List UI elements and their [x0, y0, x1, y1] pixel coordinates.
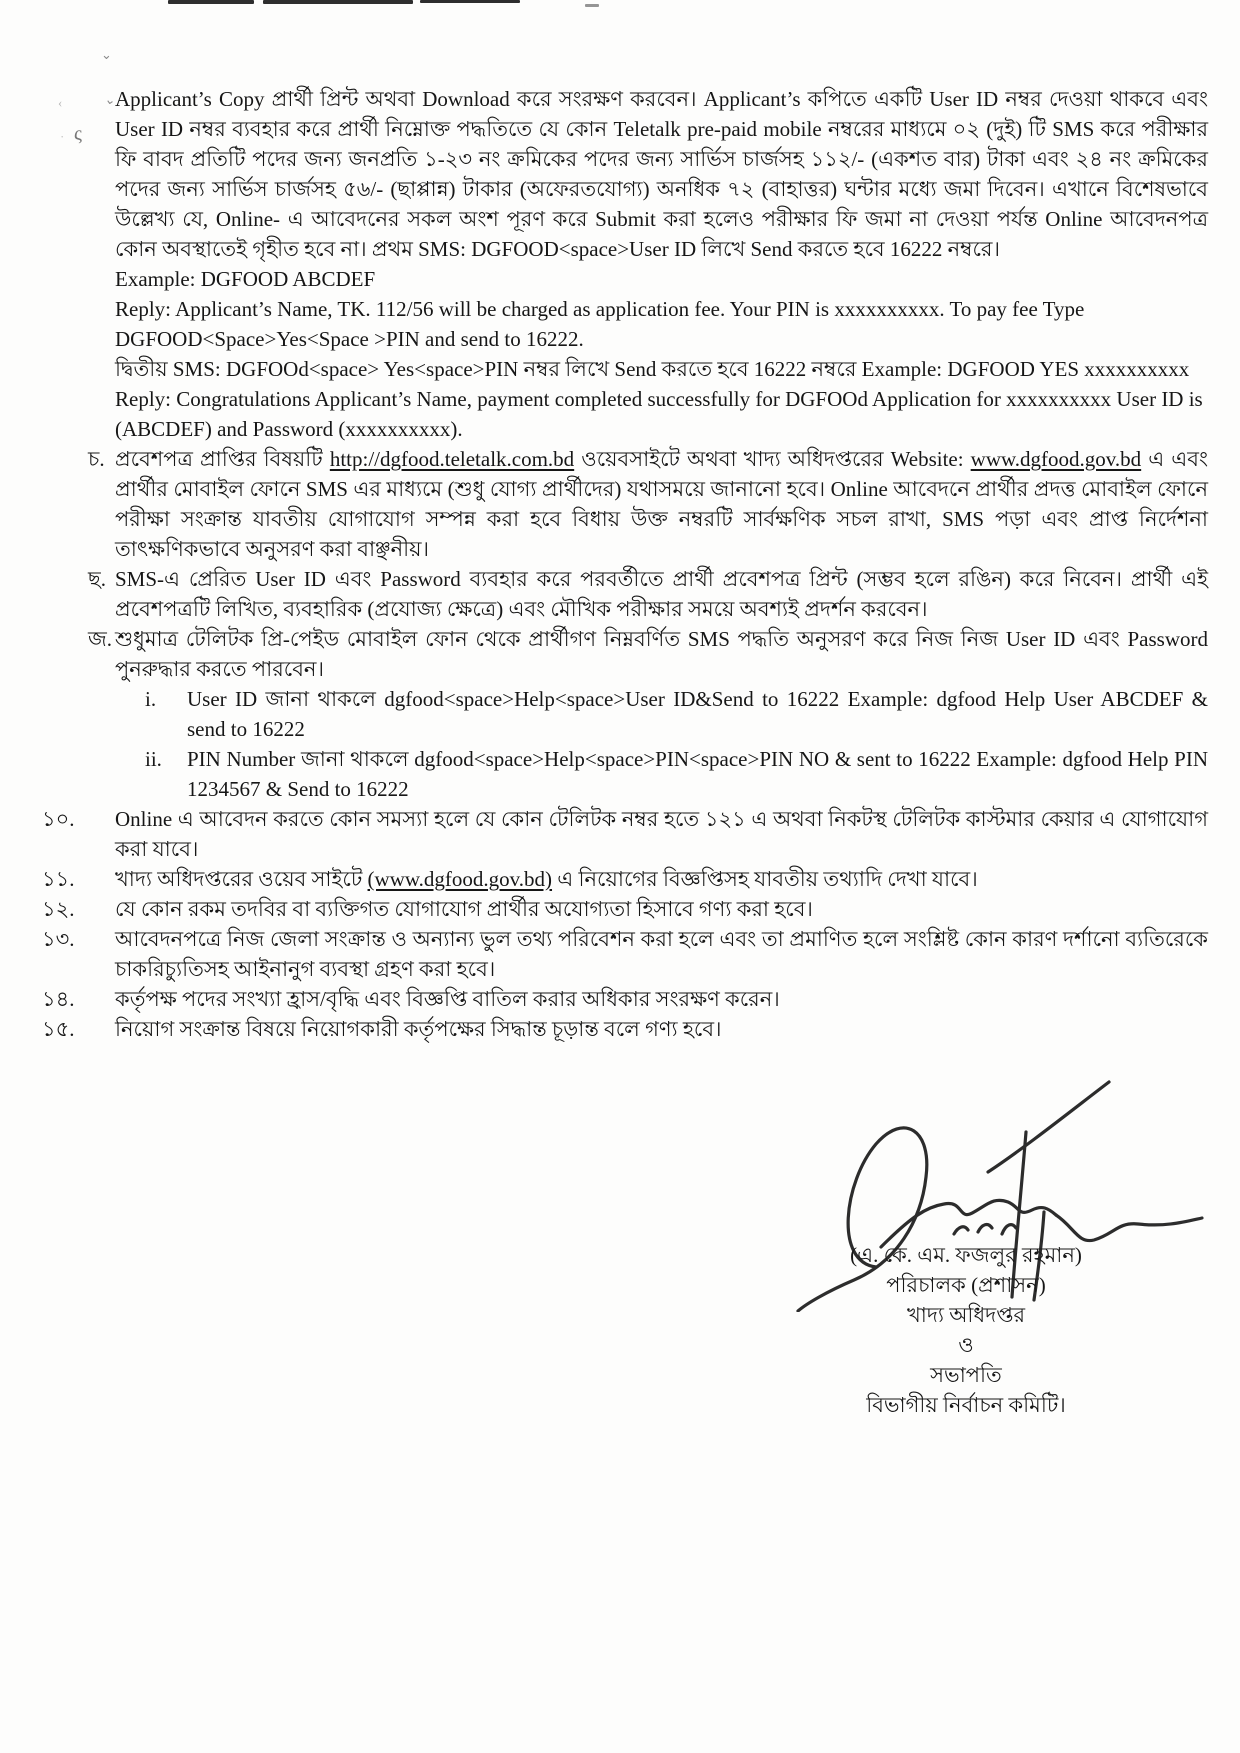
scan-artifact: ς	[74, 123, 82, 145]
item-text: যে কোন রকম তদবির বা ব্যক্তিগত যোগাযোগ প্রার্থীর অযোগ্যতা হিসাবে গণ্য করা হবে।	[115, 897, 813, 921]
signatory-designation: পরিচালক (প্রশাসন)	[886, 1273, 1046, 1297]
item-number: ১০.	[42, 807, 75, 831]
item-label: ছ.	[88, 567, 106, 591]
text-segment: এ নিয়োগের বিজ্ঞপ্তিসহ যাবতীয় তথ্যাদি দেখা যাবে।	[552, 867, 978, 891]
scan-artifact: ⌄	[103, 91, 118, 108]
item-text: কর্তৃপক্ষ পদের সংখ্যা হ্রাস/বৃদ্ধি এবং বিজ্ঞপ্তি বাতিল করার অধিকার সংরক্ষণ করেন।	[115, 987, 780, 1011]
item-label: ii.	[145, 747, 162, 771]
list-item-chha	[88, 564, 1208, 624]
item-label: চ.	[88, 447, 105, 471]
dgfood-url-link: (www.dgfood.gov.bd)	[367, 867, 553, 891]
scan-artifact	[168, 0, 254, 4]
signatory-organization: খাদ্য অধিদপ্তর	[906, 1303, 1026, 1327]
item-text: SMS-এ প্রেরিত User ID এবং Password ব্যবহার করে পরবর্তীতে প্রার্থী প্রবেশপত্র প্রিন্ট (সম্ভব হলে রঙিন) করে নিবেন। প্রার্থী এই প্রবেশপত্রটি লিখিত, ব্যবহারিক (প্রযোজ্য ক্ষেত্রে) এবং মৌখিক পরীক্ষার সময়ে অবশ্যই প্রদর্শন করবেন।	[115, 567, 1208, 621]
item-label: জ.	[88, 627, 113, 651]
list-item-11	[42, 864, 1208, 894]
item-text: আবেদনপত্রে নিজ জেলা সংক্রান্ত ও অন্যান্য ভুল তথ্য পরিবেশন করা হলে এবং তা প্রমাণিত হলে সংশ্লিষ্ট কোন কারণ দর্শানো ব্যতিরেকে চাকরিচ্যুতিসহ আইনানুগ ব্যবস্থা গ্রহণ করা হবে।	[115, 927, 1208, 981]
document-body	[42, 84, 1208, 1044]
text-segment: খাদ্য অধিদপ্তরের ওয়েব সাইটে	[115, 867, 368, 891]
signatory-identity	[726, 1240, 1206, 1420]
sublist-item-ii	[145, 744, 1208, 804]
scan-artifact	[585, 4, 599, 7]
text-segment: প্রবেশপত্র প্রাপ্তির বিষয়টি	[115, 447, 330, 471]
sms-second: দ্বিতীয় SMS: DGFOOd<space> Yes<space>PIN নম্বর লিখে Send করতে হবে 16222 নম্বরে Example: DGFOOD YES xxxxxxxxxx	[115, 357, 1190, 381]
sms-help-sublist	[145, 684, 1208, 804]
item-number: ১২.	[42, 897, 75, 921]
list-item-12	[42, 894, 1208, 924]
item-number: ১৩.	[42, 927, 75, 951]
signatory-role: সভাপতি	[930, 1363, 1002, 1387]
dgfood-url-link: www.dgfood.gov.bd	[970, 447, 1142, 471]
intro-paragraph: Applicant’s Copy প্রার্থী প্রিন্ট অথবা Download করে সংরক্ষণ করবেন। Applicant’s কপিতে একটি User ID নম্বর দেওয়া থাকবে এবং User ID নম্বর ব্যবহার করে প্রার্থী নিম্নোক্ত পদ্ধতিতে যে কোন Teletalk pre-paid mobile নম্বরের মাধ্যমে ০২ (দুই) টি SMS করে পরীক্ষার ফি বাবদ প্রতিটি পদের জন্য জনপ্রতি ১-২৩ নং ক্রমিকের পদের জন্য সার্ভিস চার্জসহ ১১২/- (একশত বার) টাকা এবং ২৪ নং ক্রমিকের পদের জন্য সার্ভিস চার্জসহ ৫৬/- (ছাপ্পান্ন) টাকার (অফেরতযোগ্য) অনধিক ৭২ (বাহাত্তর) ঘন্টার মধ্যে জমা দিবেন। এখানে বিশেষভাবে উল্লেখ্য যে, Online- এ আবেদনের সকল অংশ পূরণ করে Submit করা হলেও পরীক্ষার ফি জমা না দেওয়া পর্যন্ত Online আবেদনপত্র কোন অবস্থাতেই গৃহীত হবে না। প্রথম SMS: DGFOOD<space>User ID লিখে Send করতে হবে 16222 নম্বরে।	[115, 87, 1208, 261]
scan-artifact	[263, 0, 413, 4]
item-text	[115, 864, 1208, 894]
signatory-conjunction: ও	[958, 1333, 974, 1357]
sublist-item-i	[145, 684, 1208, 744]
text-segment: এ এবং প্রার্থীর মোবাইল ফোনে SMS এর মাধ্যমে (শুধু যোগ্য প্রার্থীদের) যথাসময়ে জানানো হবে। Online আবেদনে প্রার্থীর প্রদত্ত মোবাইল ফোনে পরীক্ষা সংক্রান্ত যাবতীয় যোগাযোগ সম্পন্ন করা হবে বিধায় উক্ত নম্বরটি সার্বক্ষণিক সচল রাখা, SMS পড়া এবং প্রাপ্ত নির্দেশনা তাৎক্ষণিকভাবে অনুসরণ করা বাঞ্ছনীয়।	[115, 447, 1208, 561]
text-segment: শুধুমাত্র টেলিটক প্রি-পেইড মোবাইল ফোন থেকে প্রার্থীগণ নিম্নবর্ণিত SMS পদ্ধতি অনুসরণ করে নিজ নিজ User ID এবং Password পুনরুদ্ধার করতে পারবেন।	[115, 627, 1208, 681]
sms-example-block	[115, 264, 1208, 444]
teletalk-url-link: http://dgfood.teletalk.com.bd	[329, 447, 575, 471]
item-text: নিয়োগ সংক্রান্ত বিষয়ে নিয়োগকারী কর্তৃপক্ষের সিদ্ধান্ত চূড়ান্ত বলে গণ্য হবে।	[115, 1017, 722, 1041]
item-number: ১৫.	[42, 1017, 75, 1041]
item-text	[115, 624, 1208, 804]
scan-artifact: ⌄	[101, 47, 112, 62]
text-segment: ওয়েবসাইটে অথবা খাদ্য অধিদপ্তরের Website:	[574, 447, 971, 471]
signature-block	[726, 1012, 1206, 1420]
sms-reply-1: Reply: Applicant’s Name, TK. 112/56 will be charged as application fee. Your PIN is xxxxxxxxxx. To pay fee Type DGFOOD<Space>Yes<Space >PIN and send to 16222.	[115, 297, 1085, 351]
scan-artifact: ·	[60, 129, 65, 144]
list-item-14	[42, 984, 1208, 1014]
scan-artifact	[420, 0, 520, 3]
item-text: User ID জানা থাকলে dgfood<space>Help<space>User ID&Send to 16222 Example: dgfood Help User ABCDEF & send to 16222	[187, 687, 1208, 741]
item-label: i.	[145, 687, 157, 711]
sms-example-1: Example: DGFOOD ABCDEF	[115, 267, 376, 291]
item-number: ১৪.	[42, 987, 75, 1011]
list-item-13	[42, 924, 1208, 984]
item-text: PIN Number জানা থাকলে dgfood<space>Help<space>PIN<space>PIN NO & sent to 16222 Example: dgfood Help PIN 1234567 & Send to 16222	[187, 747, 1208, 801]
item-text	[115, 444, 1208, 564]
scan-artifact: ‹	[58, 95, 63, 110]
signatory-committee: বিভাগীয় নির্বাচন কমিটি।	[866, 1393, 1066, 1417]
item-text: Online এ আবেদন করতে কোন সমস্যা হলে যে কোন টেলিটক নম্বর হতে ১২১ এ অথবা নিকটস্থ টেলিটক কাস্টমার কেয়ার এ যোগাযোগ করা যাবে।	[115, 807, 1208, 861]
list-item-cha	[88, 444, 1208, 564]
list-item-ja	[88, 624, 1208, 804]
list-item-10	[42, 804, 1208, 864]
item-number: ১১.	[42, 867, 75, 891]
signatory-name: (এ. কে. এম. ফজলুর রহমান)	[850, 1243, 1082, 1267]
sms-reply-2: Reply: Congratulations Applicant’s Name, payment completed successfully for DGFOOd Application for xxxxxxxxxx User ID is (ABCDEF) and Password (xxxxxxxxxx).	[115, 387, 1203, 441]
